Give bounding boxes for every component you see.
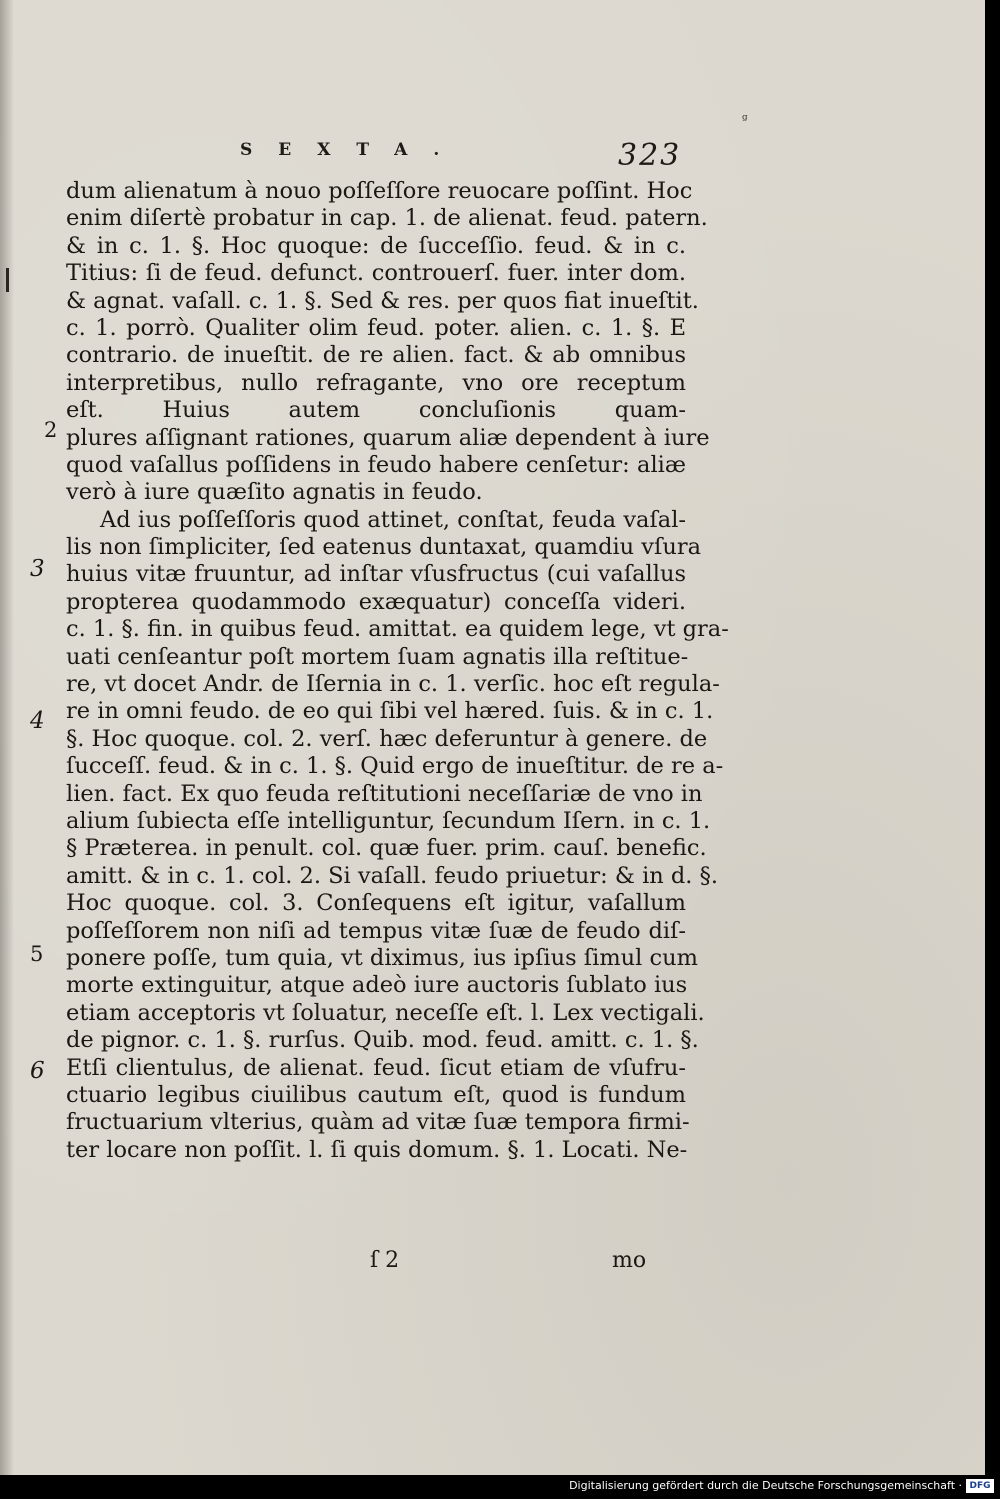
text-line: plures aſſignant rationes, quarum aliæ dependent à iure (66, 424, 710, 451)
margin-number: 2 (44, 418, 58, 442)
text-line: huius vitæ fruuntur, ad inſtar vſusfructus (cui vaſallus (66, 561, 686, 588)
dfg-logo: DFG (966, 1479, 994, 1493)
text-line: ter locare non poſſit. l. ſi quis domum. §. 1. Locati. Ne- (66, 1136, 688, 1163)
text-line: lis non ſimpliciter, ſed eatenus duntaxat, quamdiu vſura (66, 534, 702, 561)
text-line: re, vt docet Andr. de Iſernia in c. 1. verſic. hoc eſt regula- (66, 671, 720, 698)
margin-number: 6 (30, 1058, 45, 1084)
text-line: amitt. & in c. 1. col. 2. Si vaſall. feudo priuetur: & in d. §. (66, 862, 719, 889)
text-line: etiam acceptoris vt ſoluatur, neceſſe eſt. l. Lex vectigali. (66, 999, 705, 1026)
catchword: mo (612, 1248, 647, 1273)
text-line: c. 1. §. fin. in quibus feud. amittat. ea quidem lege, vt gra- (66, 616, 729, 643)
text-line: ctuario legibus ciuilibus cautum eſt, quod is fundum (66, 1081, 686, 1108)
margin-number: 3 (30, 556, 45, 582)
text-line: poſſeſſorem non niſi ad tempus vitæ ſuæ de feudo diſ- (66, 917, 686, 944)
text-line: quod vaſallus poſſidens in feudo habere cenſetur: aliæ (66, 451, 686, 478)
text-line: dum alienatum à nouo poſſeſſore reuocare poſſint. Hoc (66, 178, 693, 204)
text-line: Etſi clientulus, de alienat. feud. ſicut etiam de vſufru- (66, 1054, 686, 1081)
text-line: morte extinguitur, atque adeò iure auctoris ſublato ius (66, 972, 688, 999)
text-line: eſt. Huius autem concluſionis quam- (66, 397, 686, 424)
text-line: de pignor. c. 1. §. rurſus. Quib. mod. feud. amitt. c. 1. §. (66, 1027, 699, 1054)
text-line: propterea quodammodo exæquatur) conceſſa videri. (66, 588, 686, 615)
text-line: ſucceſſ. feud. & in c. 1. §. Quid ergo de inueſtitur. de re a- (66, 753, 724, 780)
text-line: §. Hoc quoque. col. 2. verſ. hæc deferuntur à genere. de (66, 725, 708, 752)
page-number: 323 (618, 138, 682, 173)
text-line: interpretibus, nullo refragante, vno ore receptum (66, 369, 686, 396)
text-line: & agnat. vaſall. c. 1. §. Sed & res. per quos fiat inueſtit. (66, 287, 699, 314)
stray-ink-mark: ᵍ (742, 112, 748, 128)
signature-mark: ſ 2 (370, 1248, 400, 1273)
text-line: fructuarium vlterius, quàm ad vitæ ſuæ tempora firmi- (66, 1109, 690, 1136)
running-head: SEXTA. (240, 140, 466, 160)
text-line: alium ſubiecta eſſe intelliguntur, ſecundum Iſern. in c. 1. (66, 807, 711, 834)
digitization-footer (0, 1475, 1000, 1499)
text-line: § Præterea. in penult. col. quæ fuer. prim. cauſ. benefic. (66, 835, 707, 862)
text-line: Hoc quoque. col. 3. Conſequens eſt igitur, vaſallum (66, 890, 686, 917)
text-line: Titius: ſi de feud. defunct. controuerſ. fuer. inter dom. (66, 260, 686, 287)
body-text (66, 178, 729, 1164)
text-line: uati cenſeantur poſt mortem ſuam agnatis illa reſtitue- (66, 643, 689, 670)
text-line: ponere poſſe, tum quia, vt diximus, ius ipſius ſimul cum (66, 944, 698, 971)
text-line: lien. fact. Ex quo feuda reſtitutioni neceſſariæ de vno in (66, 780, 703, 807)
text-line: Ad ius poſſeſſoris quod attinet, conſtat, feuda vaſal- (100, 506, 686, 533)
text-line: & in c. 1. §. Hoc quoque: de ſucceſſio. feud. & in c. (66, 232, 686, 259)
text-line: re in omni feudo. de eo qui ſibi vel hæred. ſuis. & in c. 1. (66, 698, 714, 725)
digitization-notice: Digitalisierung gefördert durch die Deutsche Forschungsgemeinschaft · (569, 1479, 962, 1492)
text-line: enim diſertè probatur in cap. 1. de alienat. feud. patern. (66, 205, 708, 232)
binding-mark (6, 268, 9, 292)
gutter-shadow (0, 0, 14, 1475)
margin-number: 5 (30, 942, 44, 966)
text-line: contrario. de inueſtit. de re alien. fact. & ab omnibus (66, 342, 686, 369)
text-line: c. 1. porrò. Qualiter olim feud. poter. alien. c. 1. §. E (66, 314, 686, 341)
margin-number: 4 (30, 708, 45, 734)
text-line: verò à iure quæſito agnatis in feudo. (66, 479, 483, 506)
scan-border (985, 0, 1000, 1475)
